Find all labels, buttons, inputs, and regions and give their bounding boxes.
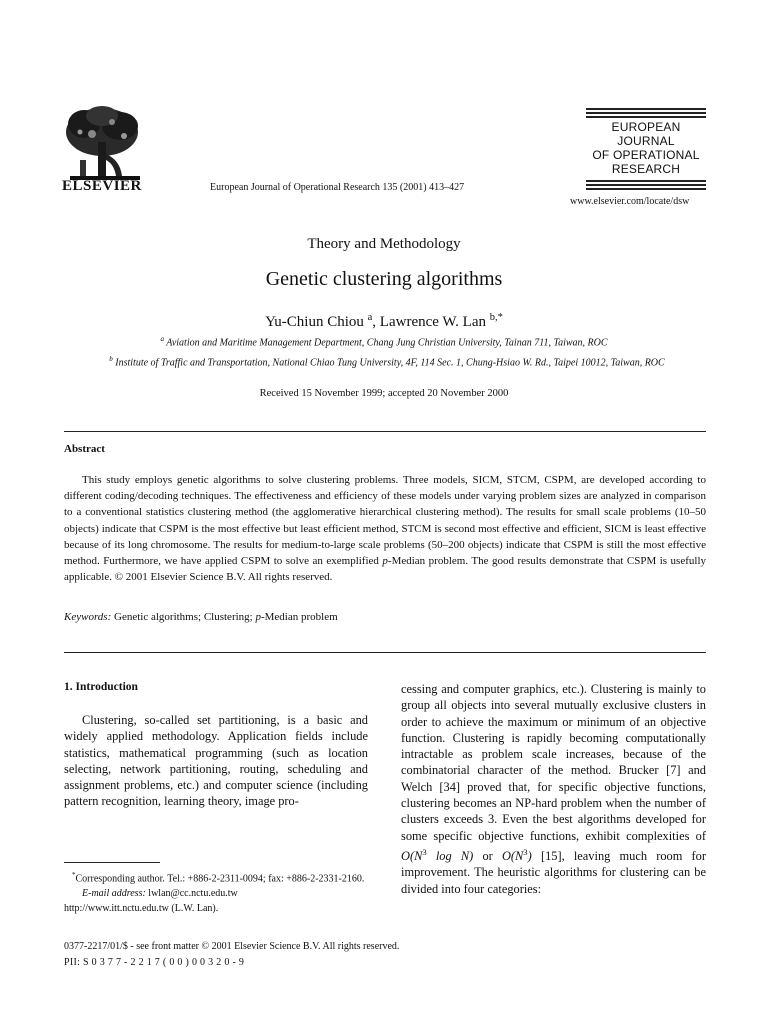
intro-left-column: Clustering, so-called set partitioning, is a basic and widely applied methodology. Application fields include statistics, mathematical programming (such as location selecting, network partitioning, routing, scheduling and assignment problems, etc.) and computer science (including pattern recognition, learning theory, image pro- [64,713,368,809]
pii: PII: S 0 3 7 7 - 2 2 1 7 ( 0 0 ) 0 0 3 2 0 - 9 [64,957,245,968]
section-heading: 1. Introduction [64,681,138,693]
journal-name-line: RESEARCH [611,162,681,176]
abstract-italic-p: p [382,555,388,568]
divider [64,431,706,432]
journal-citation: European Journal of Operational Research 135 (2001) 413–427 [210,182,465,193]
footnote-url[interactable]: http://www.itt.nctu.edu.tw (L.W. Lan). [64,902,219,914]
journal-logo-bars-bottom [586,180,706,192]
affiliation-b [82,352,692,370]
received-dates: Received 15 November 1999; accepted 20 November 2000 [259,388,509,399]
footnote [64,868,368,917]
affiliation-text: Aviation and Maritime Management Department, Chang Jung Christian University, Tainan 711, Taiwan, ROC [166,337,608,349]
keywords-italic-p: p [255,611,261,623]
author-list [0,312,768,331]
journal-name-line: JOURNAL [617,134,675,148]
footnote-mark: * [72,871,76,879]
affiliation-mark: b [109,355,113,363]
journal-logo-name [586,120,706,176]
publisher-name: ELSEVIER [62,178,142,194]
keywords-text: Genetic algorithms; Clustering; [111,611,256,623]
math-expr: log N) [426,849,474,864]
math-expr: O(N [501,849,524,864]
intro-text: or [473,849,502,864]
journal-url[interactable]: www.elsevier.com/locate/dsw [570,196,690,207]
section-label: Theory and Methodology [307,236,461,252]
keywords-text: -Median problem [260,611,338,623]
journal-logo-bars [586,108,706,120]
author-separator: , [372,314,380,330]
affiliation-mark: a [367,312,373,323]
affiliation-mark: a [160,335,164,343]
journal-name-line: OF OPERATIONAL [592,148,700,162]
paper-title: Genetic clustering algorithms [265,268,503,290]
affiliation-text: Institute of Traffic and Transportation, National Chiao Tung University, 4F, 114 Sec. 1, Chung-Hsiao W. Rd., Taipei 10012, Taiwan, ROC [115,357,665,369]
keywords-label: Keywords: [64,611,112,623]
math-expr: O(N [401,849,423,864]
intro-text: [15], leaving much room for improvement. The heuristic algorithms for clustering can be divided into four categories: [401,849,706,896]
abstract-text: -Median problem. The good results demonstrate that CSPM is usefully applicable. © 2001 Elsevier Science B.V. All rights reserved. [64,555,706,584]
keywords [64,611,338,623]
email-address[interactable]: lwlan@cc.nctu.edu.tw [145,888,238,900]
footnote-corresponding [64,868,368,887]
math-expr: ) [527,849,532,864]
abstract-text: This study employs genetic algorithms to solve clustering problems. Three models, SICM, STCM, CSPM, are developed according to different coding/decoding techniques. The effectiveness and efficiency of these models under varying problem sizes are analyzed in comparison to a conventional statistics clustering method (the agglomerative hierarchical clustering method). The results for small scale problems (10–50 objects) indicate that CSPM is the most effective but least efficient method, STCM is second most effective and efficient, SICM is least effective because of its long chromosome. The results for medium-to-large scale problems (50–200 objects) indicate that CSPM is still the most effective method. Furthermore, we have applied CSPM to solve an exemplified [64,474,706,568]
intro-text: cessing and computer graphics, etc.). Clustering is mainly to group all objects into several mutually exclusive clusters in order to achieve the maximum or minimum of an objective function. Clustering is rapidly becoming computationally intractable as problem scale increases, because of the combinatorial character of the method. Brucker [7] and Welch [34] proved that, for specific objective functions, clustering becomes an NP-hard problem when the number of clusters exceeds 3. Even the best algorithms developed for some specific objective functions, exhibit complexities of [401,682,706,843]
math-sup: 3 [523,846,528,857]
email-label: E-mail address: [82,888,146,900]
footnote-text: Corresponding author. Tel.: +886-2-2311-0094; fax: +886-2-2331-2160. [75,873,365,885]
author-name: Yu-Chiun Chiou [265,314,364,330]
footnote-divider [64,862,160,863]
intro-right-column [401,681,706,897]
divider [64,652,706,653]
journal-name-line: EUROPEAN [611,120,681,134]
math-sup: 3 [422,846,427,857]
abstract-heading: Abstract [64,443,105,455]
abstract-body [64,472,706,585]
front-matter: 0377-2217/01/$ - see front matter © 2001 Elsevier Science B.V. All rights reserved. [64,941,400,952]
footnote-email [64,887,368,902]
affiliation-mark: b,* [489,312,503,323]
affiliation-a [60,335,708,348]
author-name: Lawrence W. Lan [379,314,486,330]
